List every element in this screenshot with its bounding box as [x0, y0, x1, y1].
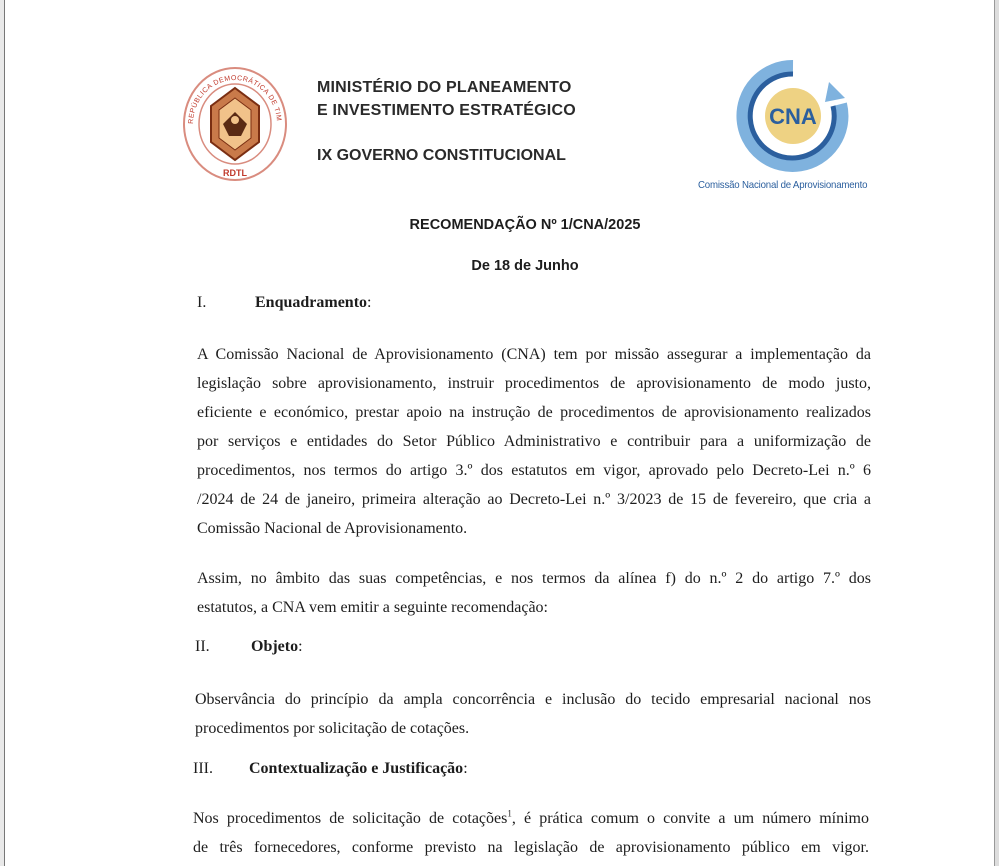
paragraph-line: eficiente e económico, prestar apoio na instrução de procedimentos de aprovisionamento realizados — [197, 404, 871, 421]
recommendation-date: De 18 de Junho — [471, 258, 579, 274]
paragraph-line: legislação sobre aprovisionamento, instruir procedimentos de aprovisionamento de modo justo, — [197, 375, 871, 392]
cna-logo-text: CNA — [769, 104, 817, 129]
section-1-title: Enquadramento — [255, 294, 368, 311]
cna-logo — [733, 56, 853, 176]
section-3-number: III. — [193, 760, 213, 777]
rdtl-seal-icon — [179, 62, 291, 186]
context-text-b: , é prática comum o convite a um número mínimo — [511, 810, 869, 827]
paragraph-context — [193, 804, 869, 862]
section-1-colon: : — [367, 294, 372, 311]
paragraph-line: procedimentos por solicitação de cotações. — [195, 720, 470, 737]
svg-text:REPÚBLICA DEMOCRÁTICA DE TIMOR: REPÚBLICA DEMOCRÁTICA DE TIM — [187, 74, 283, 125]
government-name: IX GOVERNO CONSTITUCIONAL — [317, 147, 566, 164]
section-1-number: I. — [197, 294, 207, 311]
section-2-heading — [251, 638, 303, 656]
paragraph-competencies — [197, 564, 871, 622]
paragraph-line: Assim, no âmbito das suas competências, e nos termos da alínea f) do n.º 2 do artigo 7.º dos — [197, 570, 871, 587]
section-1-heading — [255, 294, 371, 312]
paragraph-line: A Comissão Nacional de Aprovisionamento (CNA) tem por missão assegurar a implementação da — [197, 346, 871, 363]
cna-caption: Comissão Nacional de Aprovisionamento — [698, 179, 868, 191]
paragraph-line: por serviços e entidades do Setor Público Administrativo e contribuir para a uniformização de — [197, 433, 871, 450]
footnote-ref[interactable]: 1 — [507, 808, 512, 819]
section-2-title: Objeto — [251, 638, 299, 655]
paragraph-line: Observância do princípio da ampla concorrência e inclusão do tecido empresarial nacional nos — [195, 691, 871, 708]
paragraph-object — [195, 685, 871, 743]
section-2-number: II. — [195, 638, 210, 655]
ministry-line-2: E INVESTIMENTO ESTRATÉGICO — [317, 102, 576, 119]
paragraph-line: Comissão Nacional de Aprovisionamento. — [197, 520, 468, 537]
paragraph-line: procedimentos, nos termos do artigo 3.º dos estatutos em vigor, aprovado pelo Decreto-Lei n.º 6 — [197, 462, 871, 479]
section-2-colon: : — [298, 638, 303, 655]
ministry-line-1: MINISTÉRIO DO PLANEAMENTO — [317, 79, 572, 96]
paragraph-mission — [197, 340, 871, 543]
paragraph-line — [193, 804, 869, 833]
paragraph-line: /2024 de 24 de janeiro, primeira alteração ao Decreto-Lei n.º 3/2023 de 15 de fevereiro, que cria a — [197, 491, 871, 508]
section-3-colon: : — [463, 760, 468, 777]
context-text-a: Nos procedimentos de solicitação de cotações — [193, 810, 508, 827]
section-3-heading — [249, 760, 468, 778]
recommendation-title: RECOMENDAÇÃO Nº 1/CNA/2025 — [409, 217, 641, 233]
page-edge — [994, 0, 999, 866]
paragraph-line: de três fornecedores, conforme previsto na legislação de aprovisionamento público em vigor. — [193, 839, 869, 856]
document-page — [4, 0, 996, 866]
paragraph-line: estatutos, a CNA vem emitir a seguinte recomendação: — [197, 599, 548, 616]
cna-swirl-icon — [733, 56, 853, 176]
rdtl-seal-logo — [179, 62, 291, 186]
svg-text:RDTL: RDTL — [223, 168, 247, 178]
section-3-title: Contextualização e Justificação — [249, 760, 464, 777]
ministry-name — [317, 76, 576, 122]
